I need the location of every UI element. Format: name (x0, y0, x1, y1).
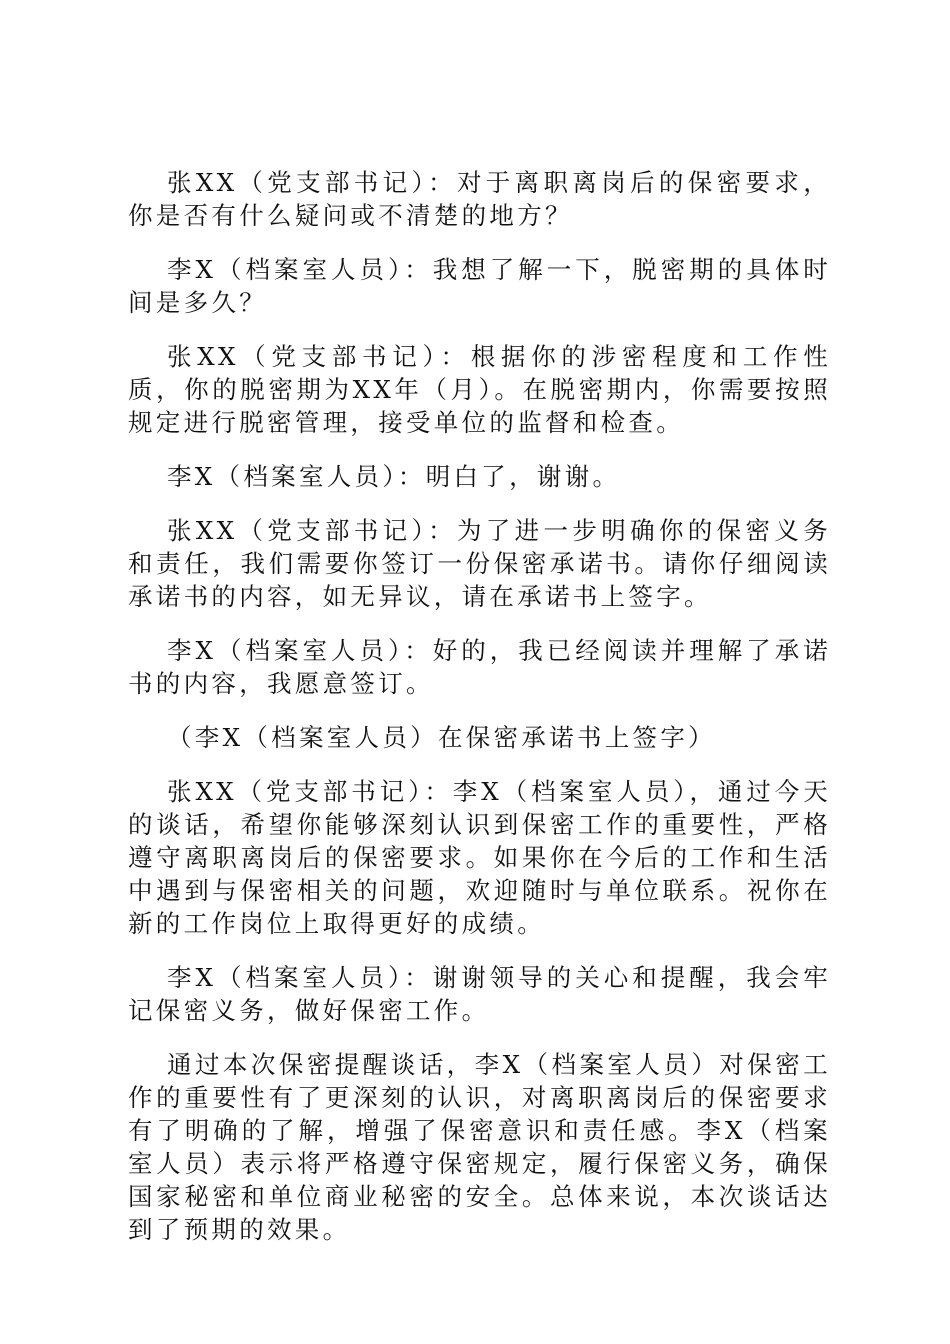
paragraph-question-li: 李X（档案室人员）：我想了解一下，脱密期的具体时间是多久？ (128, 255, 831, 317)
paragraph-question-zhang: 张XX（党支部书记）：对于离职离岗后的保密要求，你是否有什么疑问或不清楚的地方？ (128, 168, 831, 230)
paragraph-closing-remarks: 张XX（党支部书记）：李X（档案室人员），通过今天的谈话，希望你能够深刻认识到保密工作的重要性，严格遵守离职离岗后的保密要求。如果你在今后的工作和生活中遇到与保密相关的问题，欢迎随时与单位联系。祝你在新的工作岗位上取得更好的成绩。 (128, 777, 831, 938)
paragraph-summary: 通过本次保密提醒谈话，李X（档案室人员）对保密工作的重要性有了更深刻的认识，对离职离岗后的保密要求有了明确的了解，增强了保密意识和责任感。李X（档案室人员）表示将严格遵守保密规定，履行保密义务，确保国家秘密和单位商业秘密的安全。总体来说，本次谈话达到了预期的效果。 (128, 1050, 831, 1244)
paragraph-thanks-li: 李X（档案室人员）：谢谢领导的关心和提醒，我会牢记保密义务，做好保密工作。 (128, 963, 831, 1025)
paragraph-signing-note: （李X（档案室人员）在保密承诺书上签字） (167, 723, 716, 752)
paragraph-answer-period: 张XX（党支部书记）：根据你的涉密程度和工作性质，你的脱密期为XX年（月）。在脱密期内，你需要按照规定进行脱密管理，接受单位的监督和检查。 (128, 342, 831, 437)
document-body (128, 166, 831, 1267)
paragraph-commitment-request: 张XX（党支部书记）：为了进一步明确你的保密义务和责任，我们需要你签订一份保密承诺书。请你仔细阅读承诺书的内容，如无异议，请在承诺书上签字。 (128, 516, 831, 611)
paragraph-reply-li: 李X（档案室人员）：明白了，谢谢。 (167, 462, 621, 491)
paragraph-commitment-agree: 李X（档案室人员）：好的，我已经阅读并理解了承诺书的内容，我愿意签订。 (128, 636, 831, 698)
